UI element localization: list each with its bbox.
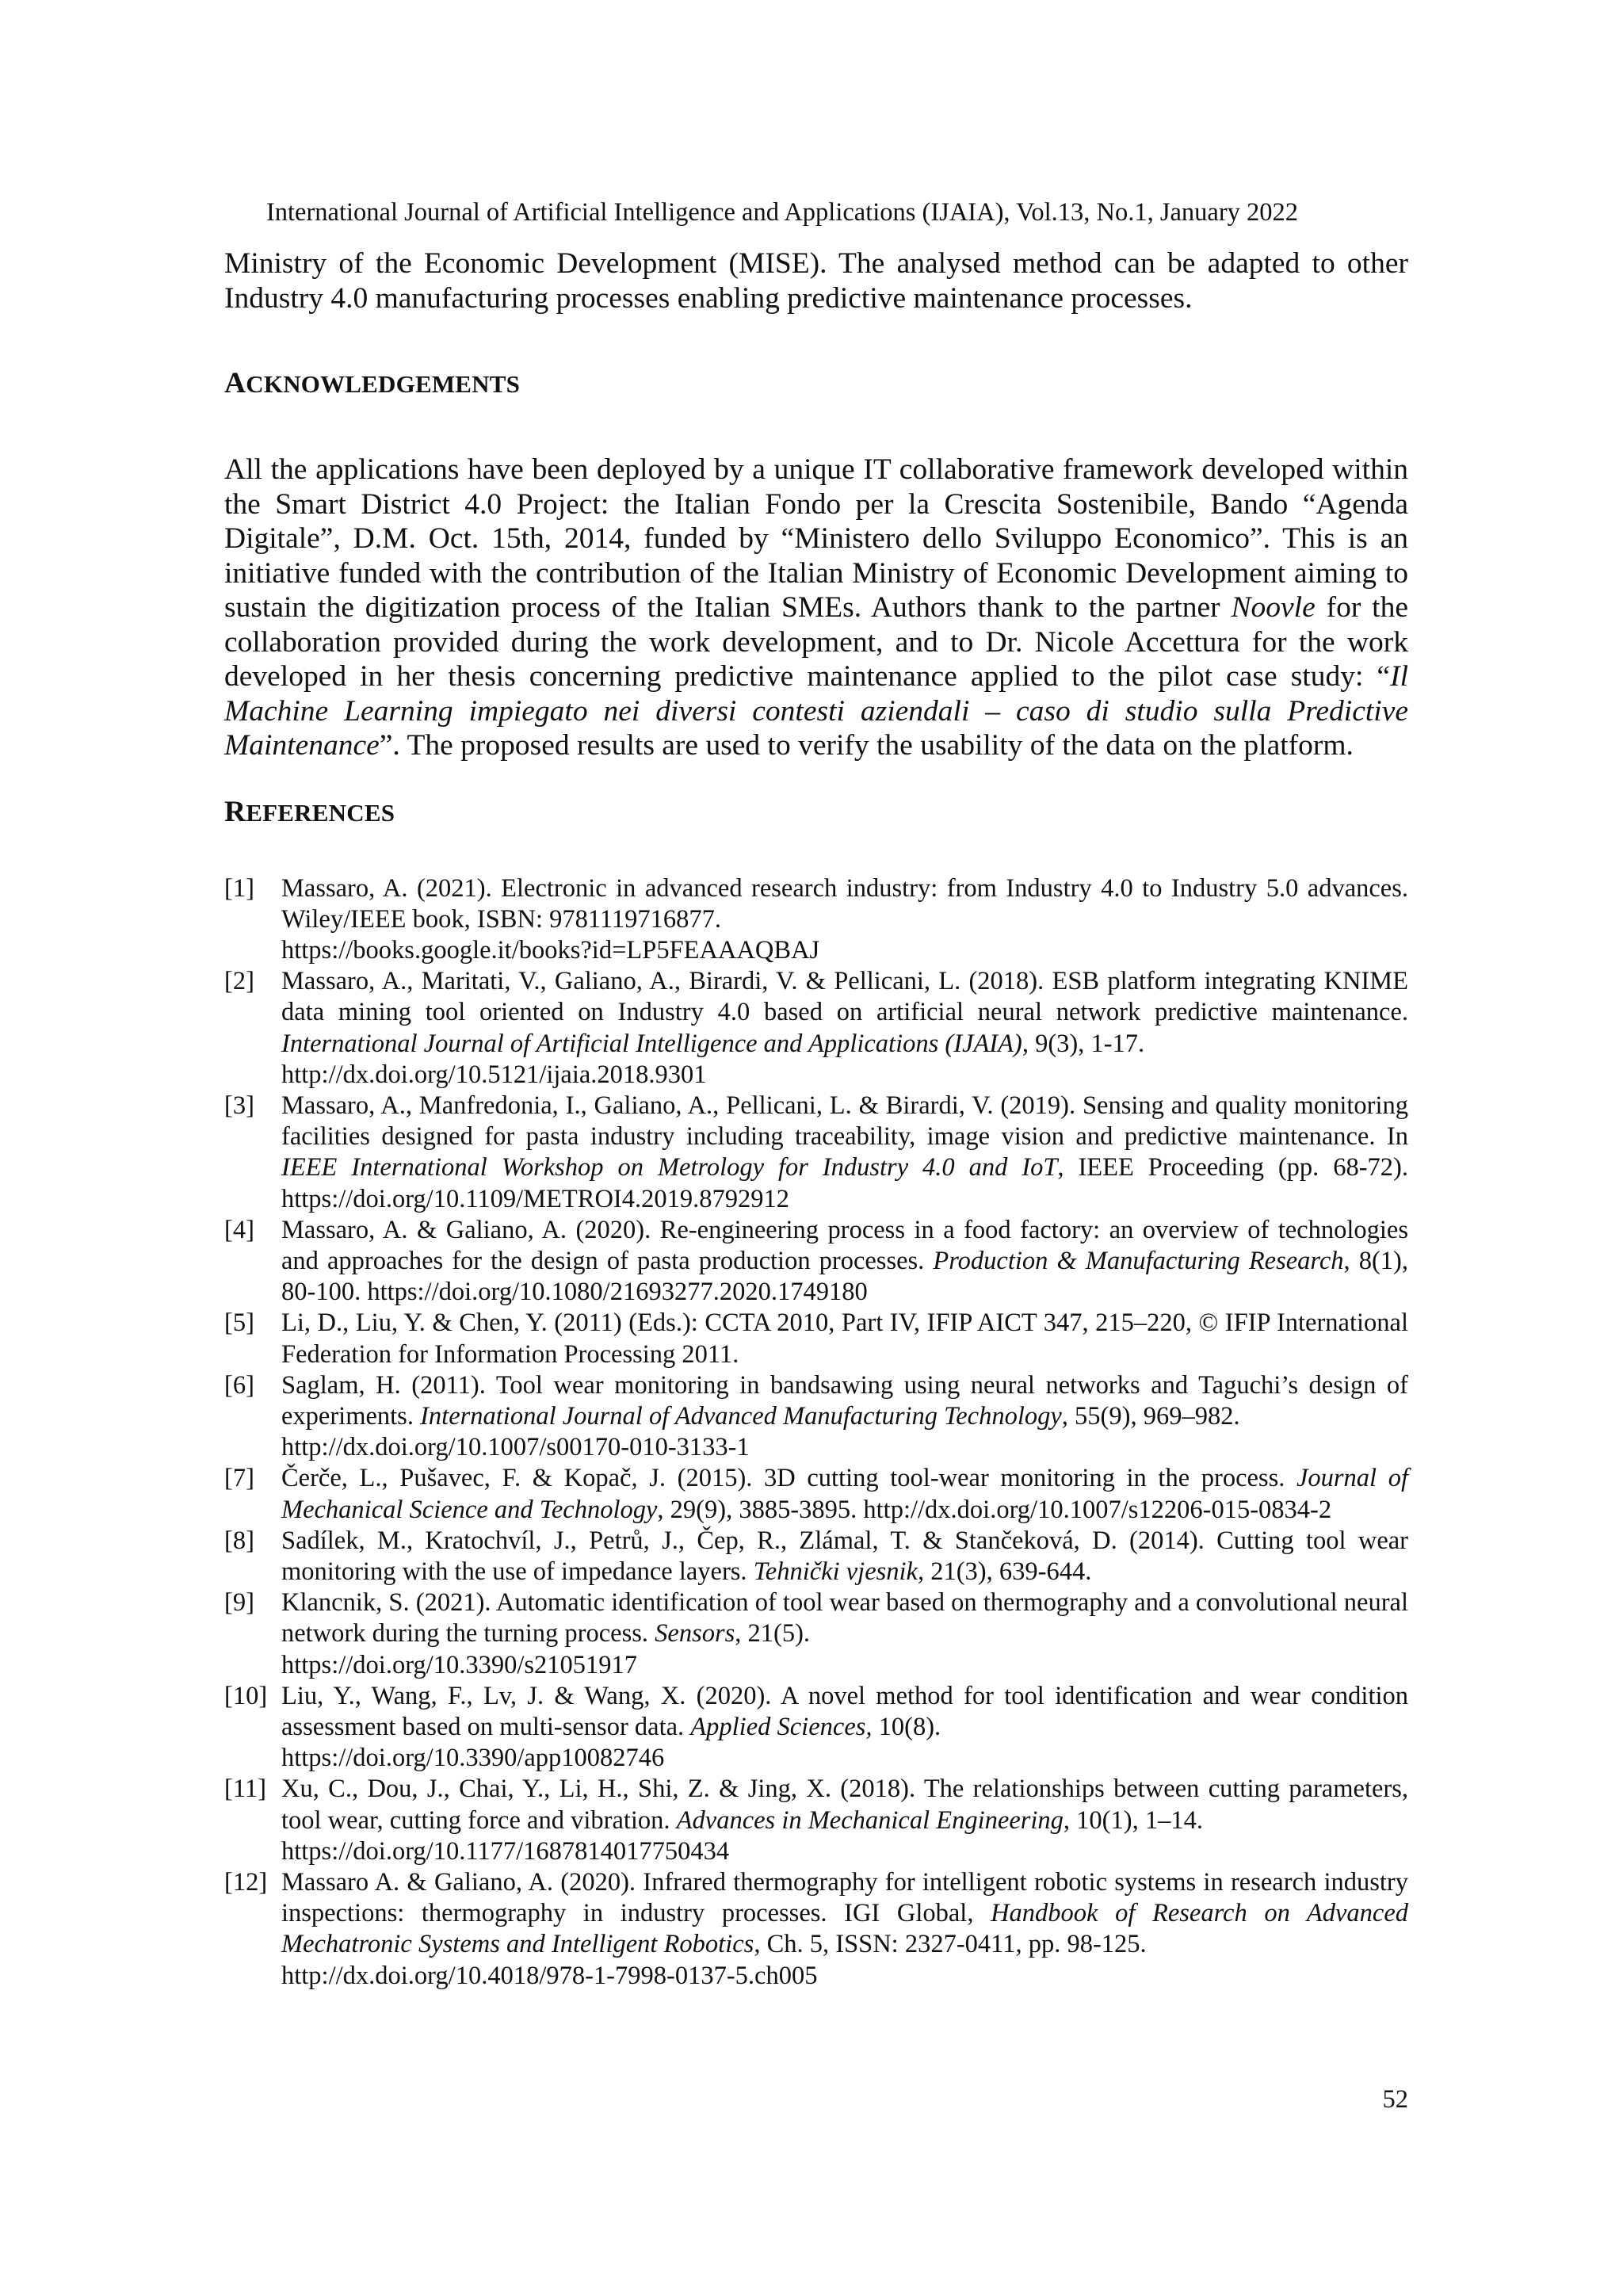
reference-venue: IEEE International Workshop on Metrology for Industry 4.0 and IoT bbox=[281, 1153, 1058, 1182]
reference-text-tail: , 29(9), 3885-3895. http://dx.doi.org/10.1007/s12206-015-0834-2 bbox=[657, 1495, 1332, 1524]
reference-venue: International Journal of Advanced Manufacturing Technology bbox=[420, 1401, 1062, 1431]
page-body bbox=[224, 246, 1408, 1992]
reference-url[interactable]: http://dx.doi.org/10.5121/ijaia.2018.9301 bbox=[281, 1060, 707, 1089]
reference-number: [1] bbox=[224, 873, 254, 903]
reference-item-9 bbox=[224, 1587, 1408, 1681]
references-heading-rest: EFERENCES bbox=[246, 798, 395, 827]
reference-text-tail: , 8(1), 80-100. https://doi.org/10.1080/21693277.2020.1749180 bbox=[281, 1246, 1408, 1307]
reference-number: [8] bbox=[224, 1526, 254, 1555]
reference-text: Li, D., Liu, Y. & Chen, Y. (2011) (Eds.): CCTA 2010, Part IV, IFIP AICT 347, 215–220, © IFIP International Federation for Information Processing 2011. bbox=[281, 1308, 1408, 1369]
reference-item-12 bbox=[224, 1867, 1408, 1992]
partner-name: Noovle bbox=[1231, 591, 1316, 624]
intro-paragraph: Ministry of the Economic Development (MISE). The analysed method can be adapted to other Industry 4.0 manufacturing processes enabling predictive maintenance processes. bbox=[224, 247, 1408, 315]
reference-url[interactable]: https://doi.org/10.1177/1687814017750434 bbox=[281, 1836, 730, 1866]
reference-item-6 bbox=[224, 1370, 1408, 1464]
reference-venue: Applied Sciences, bbox=[690, 1712, 873, 1741]
reference-item-8 bbox=[224, 1526, 1408, 1587]
reference-number: [5] bbox=[224, 1308, 254, 1338]
reference-url[interactable]: http://dx.doi.org/10.1007/s00170-010-3133-1 bbox=[281, 1433, 750, 1462]
references-heading bbox=[224, 795, 1408, 831]
reference-text: Saglam, H. (2011). Tool wear monitoring in bandsawing using neural networks and Taguchi’s design of experiments. bbox=[281, 1370, 1408, 1431]
reference-text-tail: , 21(5). bbox=[735, 1619, 811, 1648]
reference-number: [2] bbox=[224, 967, 254, 996]
reference-item-10 bbox=[224, 1681, 1408, 1775]
reference-text-tail: , 9(3), 1-17. bbox=[1022, 1029, 1145, 1058]
page-number: 52 bbox=[1382, 2085, 1408, 2114]
reference-text-tail: , IEEE Proceeding (pp. 68-72). https://doi.org/10.1109/METROI4.2019.8792912 bbox=[281, 1153, 1408, 1213]
reference-text: Massaro, A., Manfredonia, I., Galiano, A., Pellicani, L. & Birardi, V. (2019). Sensing and quality monitoring facilities designed for pasta industry including traceability, image vision and predictive maintenance. In bbox=[281, 1091, 1408, 1152]
running-head: International Journal of Artificial Intelligence and Applications (IJAIA), Vol.13, No.1, January 2022 bbox=[265, 198, 1299, 227]
reference-item-1 bbox=[224, 873, 1408, 967]
reference-venue: Sensors bbox=[655, 1619, 735, 1648]
reference-text-tail: , 10(1), 1–14. bbox=[1063, 1805, 1203, 1835]
reference-number: [3] bbox=[224, 1091, 254, 1120]
reference-number: [10] bbox=[224, 1681, 268, 1710]
references-heading-initial: R bbox=[224, 795, 246, 828]
acknowledgements-heading-initial: A bbox=[224, 367, 246, 399]
reference-text-tail: , Ch. 5, ISSN: 2327-0411, pp. 98-125. bbox=[754, 1930, 1147, 1959]
reference-text: Liu, Y., Wang, F., Lv, J. & Wang, X. (2020). A novel method for tool identification and wear condition assessment based on multi-sensor data. bbox=[281, 1681, 1408, 1741]
reference-item-3 bbox=[224, 1091, 1408, 1215]
reference-number: [12] bbox=[224, 1868, 268, 1897]
acknowledgements-text-1: All the applications have been deployed by a unique IT collaborative framework developed within the Smart District 4.0 Project: the Italian Fondo per la Crescita Sostenibile, Bando “Agenda Digitale”, D.M. Oct. 15th, 2014, funded by “Ministero dello Sviluppo Economico”. This is an initiative funded with the contribution of the Italian Ministry of Economic Development aiming to sustain the digitization process of the Italian SMEs. Authors thank to the partner bbox=[224, 453, 1408, 624]
reference-text: Sadílek, M., Kratochvíl, J., Petrů, J., Čep, R., Zlámal, T. & Stančeková, D. (2014). Cutting tool wear monitoring with the use of impedance layers. bbox=[281, 1526, 1408, 1586]
reference-venue: Handbook of Research on Advanced Mechatronic Systems and Intelligent Robotics bbox=[281, 1899, 1408, 1959]
reference-url[interactable]: https://doi.org/10.3390/app10082746 bbox=[281, 1744, 665, 1773]
reference-item-4 bbox=[224, 1215, 1408, 1308]
reference-text: Massaro, A. (2021). Electronic in advanced research industry: from Industry 4.0 to Industry 5.0 advances. Wiley/IEEE book, ISBN: 9781119716877. bbox=[281, 873, 1408, 934]
thesis-title: Il Machine Learning impiegato nei diversi contesti aziendali – caso di studio sulla Predictive Maintenance bbox=[224, 660, 1408, 762]
reference-item-11 bbox=[224, 1774, 1408, 1867]
reference-number: [4] bbox=[224, 1215, 254, 1244]
reference-text-tail: , 55(9), 969–982. bbox=[1061, 1401, 1240, 1431]
reference-item-7 bbox=[224, 1463, 1408, 1525]
reference-list bbox=[224, 873, 1408, 1992]
reference-venue: International Journal of Artificial Intelligence and Applications (IJAIA) bbox=[281, 1029, 1022, 1058]
reference-number: [9] bbox=[224, 1588, 254, 1618]
reference-number: [6] bbox=[224, 1370, 254, 1400]
acknowledgements-text-2: for the collaboration provided during the work development, and to Dr. Nicole Accettura for the work developed in her thesis concerning predictive maintenance applied to the pilot case study: “ bbox=[224, 591, 1408, 693]
reference-number: [7] bbox=[224, 1464, 254, 1493]
reference-text: Čerče, L., Pušavec, F. & Kopač, J. (2015). 3D cutting tool-wear monitoring in the process. bbox=[281, 1464, 1296, 1493]
acknowledgements-heading bbox=[224, 366, 1408, 402]
reference-url[interactable]: https://books.google.it/books?id=LP5FEAAAQBAJ bbox=[281, 935, 820, 965]
reference-text: Klancnik, S. (2021). Automatic identification of tool wear based on thermography and a convolutional neural network during the turning process. bbox=[281, 1588, 1408, 1648]
reference-text: Massaro A. & Galiano, A. (2020). Infrared thermography for intelligent robotic systems in research industry inspections: thermography in industry processes. IGI Global, bbox=[281, 1868, 1408, 1928]
reference-text: Massaro, A. & Galiano, A. (2020). Re-engineering process in a food factory: an overview of technologies and approaches for the design of pasta production processes. bbox=[281, 1215, 1408, 1275]
reference-item-2 bbox=[224, 966, 1408, 1091]
acknowledgements-heading-rest: CKNOWLEDGEMENTS bbox=[246, 370, 521, 398]
reference-url[interactable]: http://dx.doi.org/10.4018/978-1-7998-0137-5.ch005 bbox=[281, 1961, 818, 1990]
reference-venue: Advances in Mechanical Engineering bbox=[676, 1805, 1064, 1835]
reference-venue: Journal of Mechanical Science and Technology bbox=[281, 1464, 1408, 1524]
reference-number: [11] bbox=[224, 1775, 266, 1804]
reference-text-tail: 10(8). bbox=[872, 1712, 941, 1741]
reference-text: Xu, C., Dou, J., Chai, Y., Li, H., Shi, Z. & Jing, X. (2018). The relationships between cutting parameters, tool wear, cutting force and vibration. bbox=[281, 1775, 1408, 1835]
acknowledgements-paragraph bbox=[224, 453, 1408, 763]
reference-url[interactable]: https://doi.org/10.3390/s21051917 bbox=[281, 1650, 638, 1679]
reference-item-5 bbox=[224, 1308, 1408, 1370]
reference-venue: Tehnički vjesnik, bbox=[753, 1557, 925, 1586]
acknowledgements-text-3: ”. The proposed results are used to verify the usability of the data on the platform. bbox=[379, 729, 1354, 762]
reference-venue: Production & Manufacturing Research bbox=[933, 1246, 1344, 1275]
reference-text: Massaro, A., Maritati, V., Galiano, A., Birardi, V. & Pellicani, L. (2018). ESB platform integrating KNIME data mining tool oriented on Industry 4.0 based on artificial neural network predictive maintenance. bbox=[281, 967, 1408, 1027]
reference-text-tail: 21(3), 639-644. bbox=[924, 1557, 1092, 1586]
